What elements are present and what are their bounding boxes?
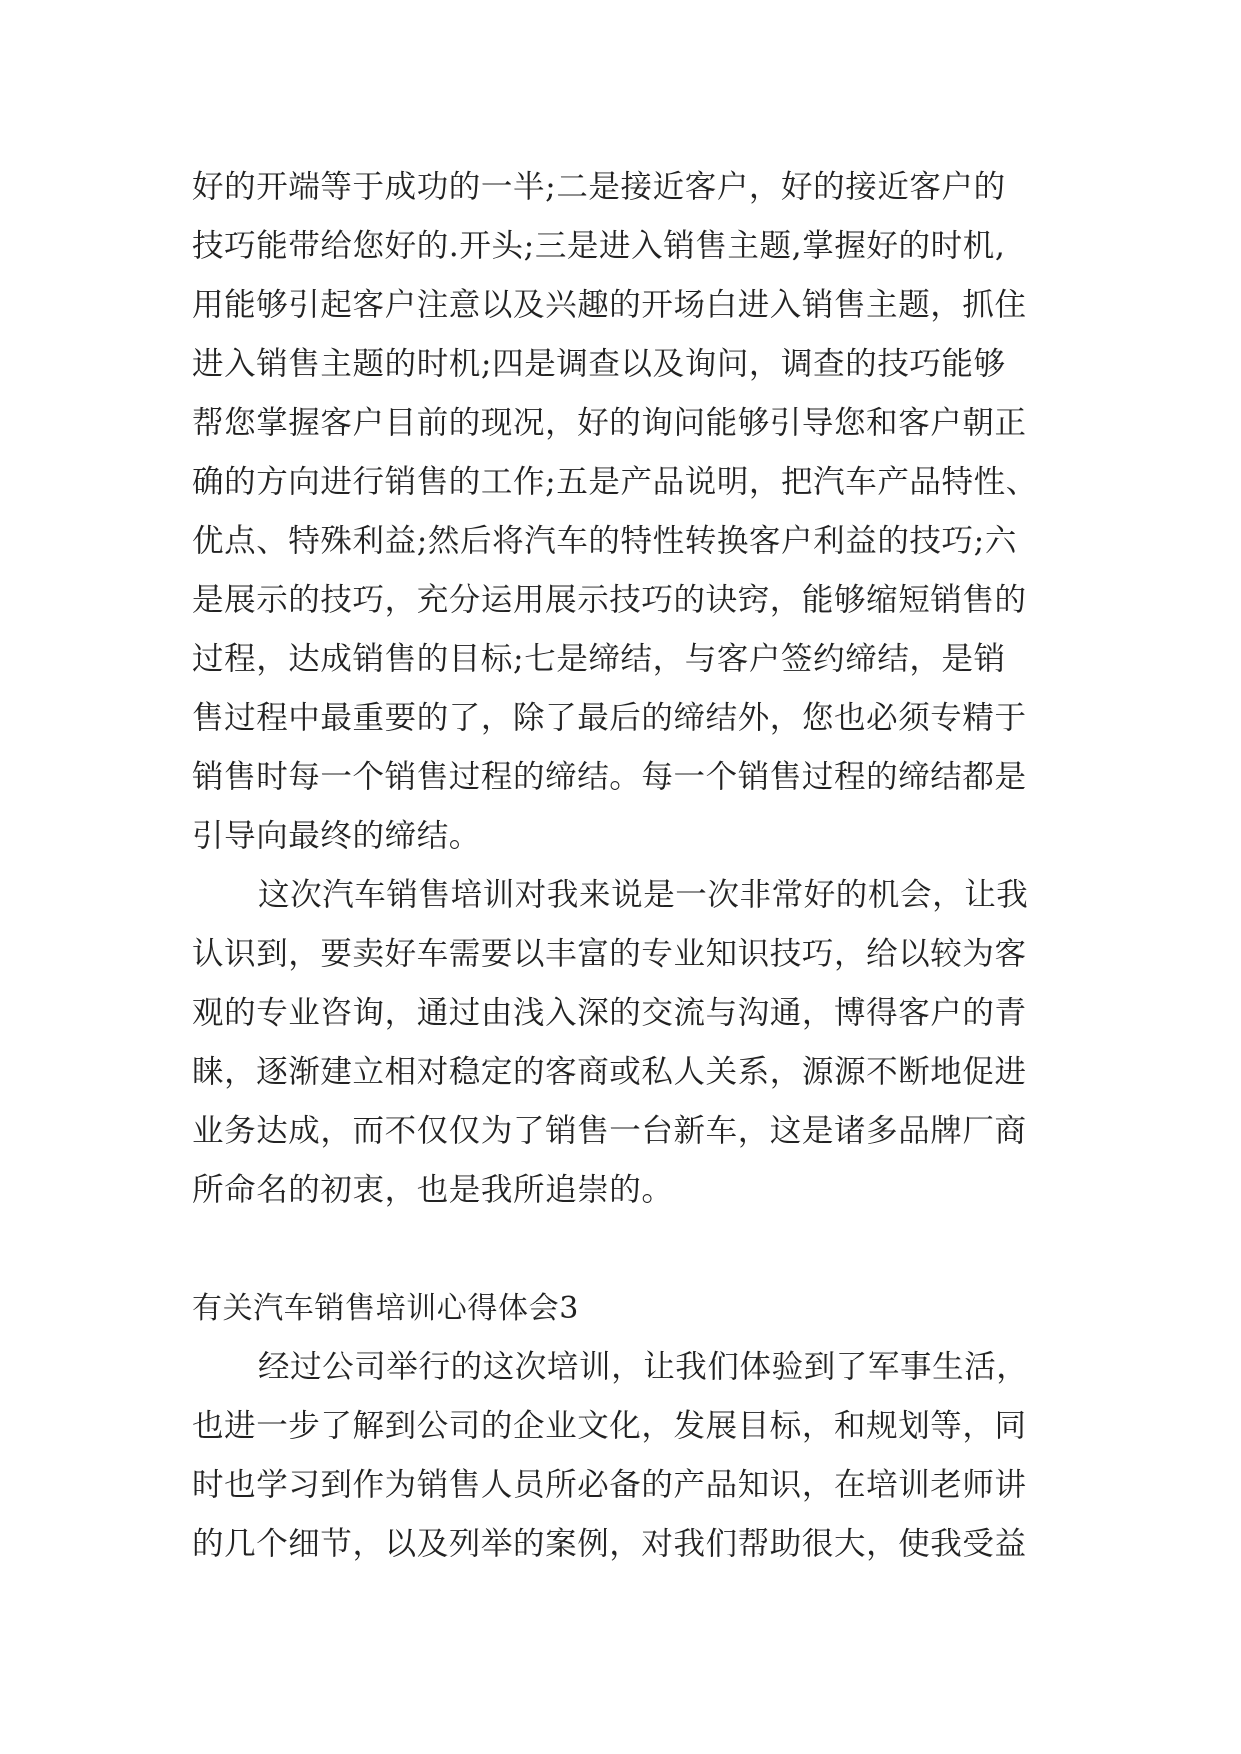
text-line: 引导向最终的缔结。 <box>192 818 481 854</box>
text-line: 经过公司举行的这次培训，让我们体验到了军事生活， <box>258 1349 1029 1385</box>
paragraph-1 <box>192 158 1050 866</box>
text-line: 用能够引起客户注意以及兴趣的开场白进入销售主题，抓住 <box>192 287 1027 323</box>
document-page <box>192 158 1050 1574</box>
text-line: 认识到，要卖好车需要以丰富的专业知识技巧，给以较为客 <box>192 936 1027 972</box>
text-line: 时也学习到作为销售人员所必备的产品知识，在培训老师讲 <box>192 1467 1027 1503</box>
text-line: 优点、特殊利益;然后将汽车的特性转换客户利益的技巧;六 <box>192 523 1017 559</box>
text-line: 销售时每一个销售过程的缔结。每一个销售过程的缔结都是 <box>192 759 1027 795</box>
text-line: 这次汽车销售培训对我来说是一次非常好的机会，让我 <box>258 877 1029 913</box>
text-line: 所命名的初衷，也是我所追崇的。 <box>192 1172 674 1208</box>
text-line: 进入销售主题的时机;四是调查以及询问，调查的技巧能够 <box>192 346 1006 382</box>
text-line: 技巧能带给您好的.开头;三是进入销售主题,掌握好的时机, <box>192 228 1006 264</box>
text-line: 观的专业咨询，通过由浅入深的交流与沟通，博得客户的青 <box>192 995 1027 1031</box>
text-line: 的几个细节，以及列举的案例，对我们帮助很大，使我受益 <box>192 1526 1027 1562</box>
paragraph-3 <box>192 1338 1050 1574</box>
text-line: 是展示的技巧，充分运用展示技巧的诀窍，能够缩短销售的 <box>192 582 1027 618</box>
paragraph-2 <box>192 866 1050 1220</box>
text-line: 睐，逐渐建立相对稳定的客商或私人关系，源源不断地促进 <box>192 1054 1027 1090</box>
text-line: 业务达成，而不仅仅为了销售一台新车，这是诸多品牌厂商 <box>192 1113 1027 1149</box>
section-heading: 有关汽车销售培训心得体会3 <box>192 1291 579 1326</box>
text-line: 帮您掌握客户目前的现况，好的询问能够引导您和客户朝正 <box>192 405 1027 441</box>
text-line: 也进一步了解到公司的企业文化，发展目标，和规划等，同 <box>192 1408 1027 1444</box>
text-line: 好的开端等于成功的一半;二是接近客户，好的接近客户的 <box>192 169 1006 205</box>
text-line: 确的方向进行销售的工作;五是产品说明，把汽车产品特性、 <box>192 464 1038 500</box>
text-line: 售过程中最重要的了，除了最后的缔结外，您也必须专精于 <box>192 700 1027 736</box>
text-line: 过程，达成销售的目标;七是缔结，与客户签约缔结，是销 <box>192 641 1006 677</box>
paragraph-spacer <box>192 1220 1050 1279</box>
